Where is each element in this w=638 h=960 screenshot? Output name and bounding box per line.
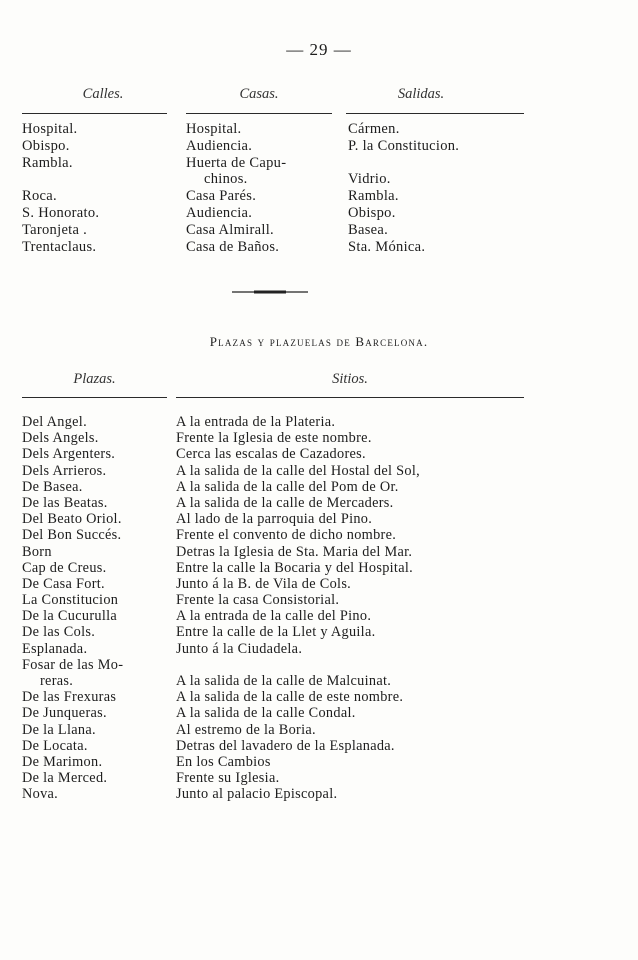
calle-name: Rambla.: [22, 154, 73, 171]
header-calles: Calles.: [82, 86, 124, 102]
sitio-text: Detras la Iglesia de Sta. Maria del Mar.: [176, 543, 413, 560]
page-number: — 29 —: [286, 40, 352, 59]
plaza-name: Dels Argenters.: [22, 446, 116, 463]
sitio-text: A la entrada de la Plateria.: [176, 414, 336, 430]
salida-name: [348, 155, 459, 172]
rule-calles: [22, 113, 167, 114]
salida-name: Cármen.: [348, 121, 400, 137]
plaza-name: Dels Angels.: [22, 430, 99, 447]
calle-name: [22, 171, 99, 188]
calle-name: Trentaclaus.: [22, 238, 97, 255]
salida-name: Obispo.: [348, 204, 396, 221]
sitio-text: A la salida de la calle del Pom de Or.: [176, 478, 399, 495]
plaza-name: De las Cols.: [22, 624, 96, 641]
casa-name: Audiencia.: [186, 137, 253, 154]
rule-plazas: [22, 397, 167, 398]
sitio-text: Frente la casa Consistorial.: [176, 592, 340, 609]
plaza-name: Born: [22, 543, 52, 560]
sitio-text: A la salida de la calle de Malcuinat.: [176, 673, 392, 689]
header-salidas: Salidas.: [397, 86, 445, 102]
casa-name: Casa de Baños.: [186, 238, 280, 255]
plaza-name: Del Angel.: [22, 414, 87, 430]
plaza-name: De las Beatas.: [22, 494, 108, 511]
salida-name: Basea.: [348, 221, 389, 238]
section-title: Plazas y plazuelas de Barcelona.: [209, 334, 429, 349]
plaza-name: De Casa Fort.: [22, 575, 105, 592]
sitio-text: Junto á la Ciudadela.: [176, 640, 303, 657]
plaza-name: Del Beato Oriol.: [22, 511, 122, 528]
plazas-column: [22, 414, 123, 803]
plaza-name: Esplanada.: [22, 640, 88, 657]
plaza-name: Fosar de las Mo-: [22, 656, 124, 673]
casa-name: Casa Parés.: [186, 188, 257, 205]
calle-name: Taronjeta .: [22, 221, 88, 238]
header-sitios: Sitios.: [332, 371, 368, 387]
header-plazas: Plazas.: [73, 371, 116, 387]
plaza-name: De Marimon.: [22, 753, 103, 770]
sitio-text: Frente la Iglesia de este nombre.: [176, 430, 372, 447]
sitio-text: Frente el convento de dicho nombre.: [176, 527, 397, 544]
salida-name: Sta. Mónica.: [348, 238, 426, 255]
casa-name: chinos.: [204, 171, 248, 188]
sitio-text: Junto al palacio Episcopal.: [176, 786, 338, 803]
plaza-name: De la Llana.: [22, 721, 96, 738]
casa-name: Casa Almirall.: [186, 221, 274, 238]
sitio-text: En los Cambios: [176, 753, 271, 770]
rule-casas: [186, 113, 332, 114]
sitio-text: Entre la calle la Bocaria y del Hospital.: [176, 559, 413, 576]
sitio-text: Frente su Iglesia.: [176, 770, 280, 787]
plaza-name: Dels Arrieros.: [22, 462, 107, 479]
sitio-text: A la salida de la calle de este nombre.: [176, 689, 404, 706]
sitio-text: A la salida de la calle del Hostal del Sol,: [176, 462, 420, 479]
calle-name: Hospital.: [22, 121, 78, 137]
casas-column: [186, 121, 286, 255]
sitio-text: Al lado de la parroquia del Pino.: [176, 511, 373, 528]
plaza-name: De Locata.: [22, 737, 88, 754]
sitios-column: [176, 414, 420, 803]
plaza-name: La Constitucion: [22, 592, 119, 609]
plaza-name: Nova.: [22, 786, 59, 803]
salida-name: Rambla.: [348, 188, 399, 205]
rule-sitios: [176, 397, 524, 398]
plaza-name: De la Merced.: [22, 770, 108, 787]
sitio-text: A la salida de la calle de Mercaders.: [176, 494, 394, 511]
salida-name: P. la Constitucion.: [348, 137, 460, 154]
plaza-name: Cap de Creus.: [22, 559, 107, 576]
plaza-name: De la Cucurulla: [22, 608, 118, 625]
salida-name: Vidrio.: [348, 171, 391, 188]
sitio-text: [176, 657, 420, 673]
calle-name: Obispo.: [22, 137, 70, 154]
sitio-text: Junto á la B. de Vila de Cols.: [176, 575, 352, 592]
plaza-name: Del Bon Succés.: [22, 527, 122, 544]
calle-name: S. Honorato.: [22, 204, 100, 221]
casa-name: Hospital.: [186, 121, 242, 137]
sitio-text: Cerca las escalas de Cazadores.: [176, 446, 366, 463]
plaza-name: De las Frexuras: [22, 689, 117, 706]
salidas-column: [348, 121, 459, 255]
sitio-text: Detras del lavadero de la Esplanada.: [176, 737, 395, 754]
sitio-text: Al estremo de la Boria.: [176, 721, 316, 738]
casa-name: Huerta de Capu-: [186, 154, 287, 171]
calles-column: [22, 121, 99, 255]
rule-salidas: [346, 113, 524, 114]
sitio-text: Entre la calle de la Llet y Aguila.: [176, 624, 376, 641]
plaza-name: reras.: [40, 673, 74, 689]
plaza-name: De Basea.: [22, 478, 83, 495]
sitio-text: A la salida de la calle Condal.: [176, 705, 356, 722]
plaza-name: De Junqueras.: [22, 705, 107, 722]
calle-name: Roca.: [22, 188, 57, 205]
ornament-divider: [232, 290, 308, 294]
sitio-text: A la entrada de la calle del Pino.: [176, 608, 372, 625]
header-casas: Casas.: [239, 86, 279, 102]
casa-name: Audiencia.: [186, 204, 253, 221]
